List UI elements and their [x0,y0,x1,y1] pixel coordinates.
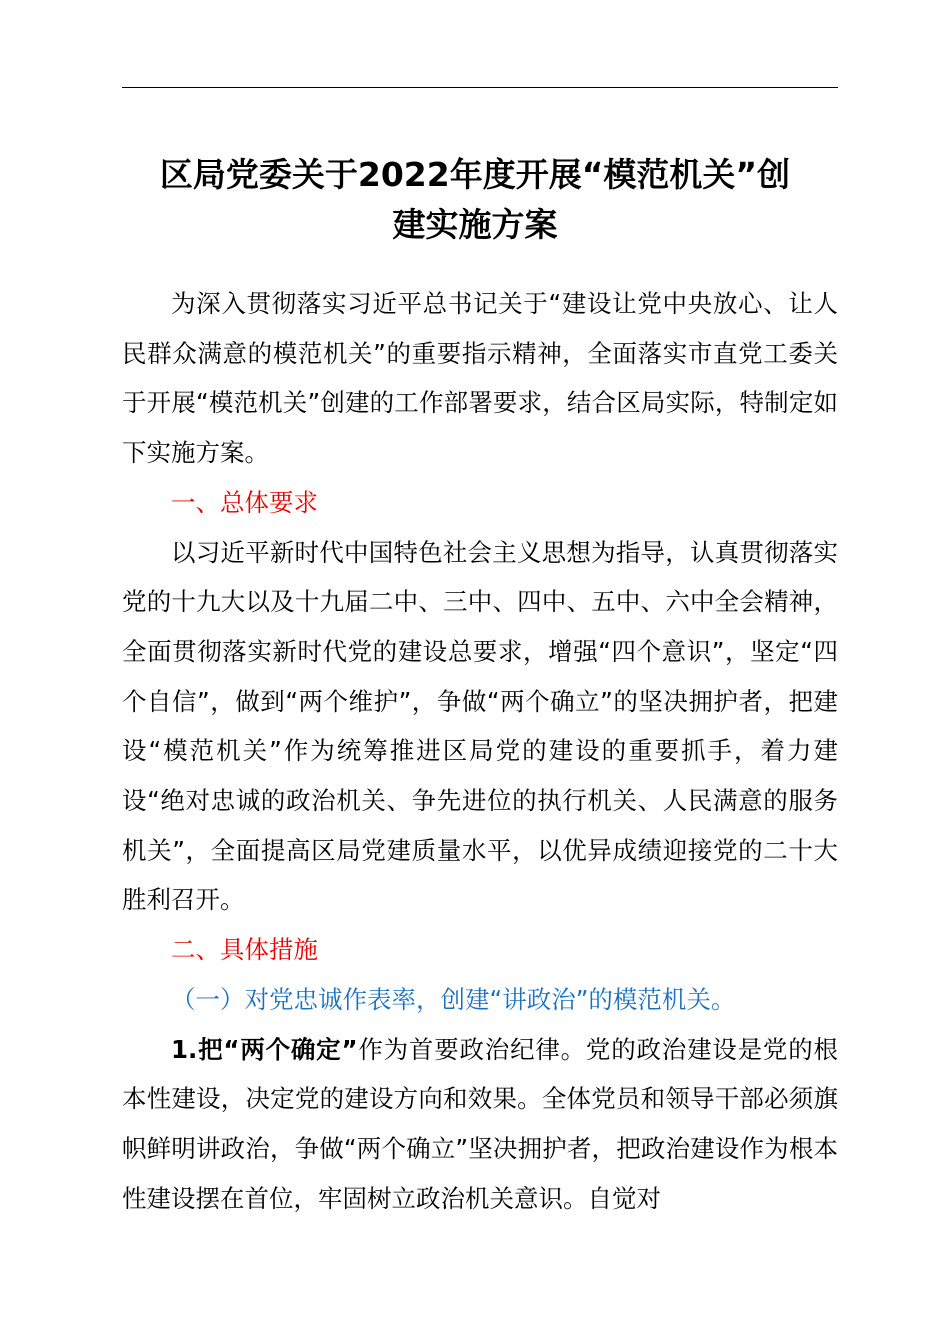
item-1-body: 作为首要政治纪律。党的政治建设是党的根本性建设，决定党的建设方向和效果。全体党员和领导干部必须旗帜鲜明讲政治，争做“两个确立”坚决拥护者，把政治建设作为根本性建设摆在首位，牢固树立政治机关意识。自觉对 [122,1034,838,1213]
document-title [110,150,840,250]
document-body [122,279,838,1223]
section-1-paragraph: 以习近平新时代中国特色社会主义思想为指导，认真贯彻落实党的十九大以及十九届二中、三中、四中、五中、六中全会精神，全面贯彻落实新时代党的建设总要求，增强“四个意识”，坚定“四个自信”，做到“两个维护”，争做“两个确立”的坚决拥护者，把建设“模范机关”作为统筹推进区局党的建设的重要抓手，着力建设“绝对忠诚的政治机关、争先进位的执行机关、人民满意的服务机关”，全面提高区局党建质量水平，以优异成绩迎接党的二十大胜利召开。 [122,537,838,915]
title-line-2: 建实施方案 [392,205,558,244]
title-line-1: 区局党委关于2022年度开展“模范机关”创 [159,155,791,194]
header-rule [122,87,838,88]
item-1-lead: 1.把“两个确定” [171,1034,358,1064]
subsection-1-heading: （一）对党忠诚作表率，创建“讲政治”的模范机关。 [171,984,736,1014]
section-2-heading: 二、具体措施 [171,935,318,965]
intro-paragraph: 为深入贯彻落实习近平总书记关于“建设让党中央放心、让人民群众满意的模范机关”的重要指示精神，全面落实市直党工委关于开展“模范机关”创建的工作部署要求，结合区局实际，特制定如下实施方案。 [122,289,838,468]
section-1-heading: 一、总体要求 [171,487,318,517]
item-1-paragraph [122,1025,838,1224]
